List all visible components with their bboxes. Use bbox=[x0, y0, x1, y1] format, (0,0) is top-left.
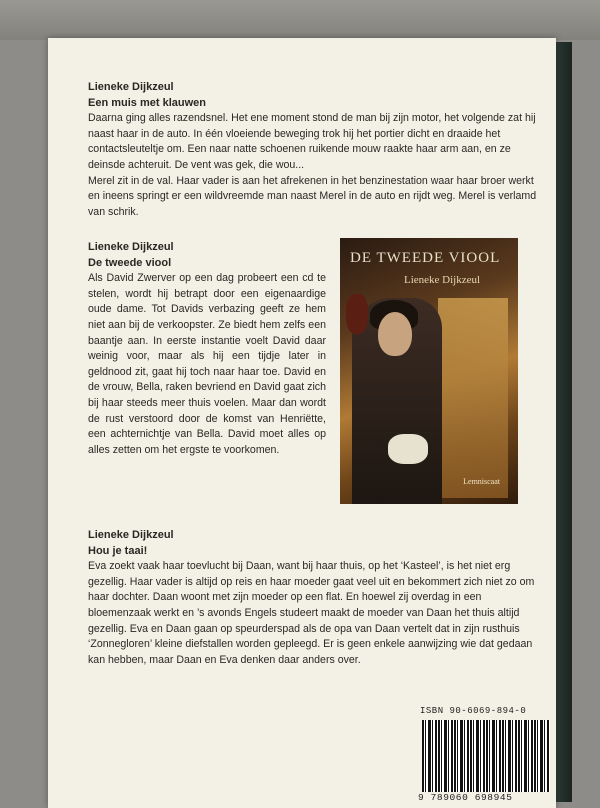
violin-icon bbox=[346, 294, 368, 334]
blurb-de-tweede-viool bbox=[88, 240, 326, 458]
blurb-title: Hou je taai! bbox=[88, 544, 148, 557]
cover-face bbox=[378, 312, 412, 356]
blurb-title: De tweede viool bbox=[88, 256, 172, 269]
background-surface bbox=[0, 0, 600, 40]
book-back-cover bbox=[48, 38, 556, 808]
blurb-paragraph: Merel zit in de val. Haar vader is aan het afrekenen in het benzinestation waar haar broer werkt en ineens springt er een wildvreemde man naast Merel in de auto en rijdt weg. Merel is verlamd van schrik. bbox=[88, 174, 537, 218]
blurb-author: Lieneke Dijkzeul bbox=[88, 529, 174, 541]
blurb-author: Lieneke Dijkzeul bbox=[88, 241, 174, 253]
cover-glove bbox=[388, 434, 428, 464]
cover-window-light bbox=[438, 298, 508, 498]
barcode-number: 9 789060 698945 bbox=[418, 792, 513, 803]
inset-book-cover-image bbox=[340, 238, 518, 504]
barcode-icon bbox=[422, 720, 550, 792]
blurb-title: Een muis met klauwen bbox=[88, 96, 206, 109]
inset-cover-publisher: Lemniscaat bbox=[463, 477, 500, 486]
blurb-paragraph: Daarna ging alles razendsnel. Het ene moment stond de man bij zijn motor, het volgende zat hij naast haar in de auto. In één vloeiende beweging trok hij het portier dicht en draaide het contactsleuteltje om. Een naar natte schoenen ruikende mouw raakte haar arm aan, en ze deinsde achteruit. De vent was gek, die wou... bbox=[88, 112, 536, 171]
blurb-hou-je-taai bbox=[88, 528, 538, 668]
blurb-een-muis-met-klauwen bbox=[88, 80, 538, 220]
inset-cover-title: DE TWEEDE VIOOL bbox=[350, 250, 501, 266]
blurb-author: Lieneke Dijkzeul bbox=[88, 81, 174, 93]
inset-cover-author: Lieneke Dijkzeul bbox=[404, 274, 481, 286]
blurb-paragraph: Eva zoekt vaak haar toevlucht bij Daan, want bij haar thuis, op het ‘Kasteel’, is het niet erg gezellig. Haar vader is altijd op reis en haar moeder gaat veel uit en bekommert zich niet zo om haar dochter. Daan woont met zijn moeder op een flat. En hoewel zij overdag in een bloemenzaak werkt en ’s avonds Engels studeert maakt de moeder van Daan het thuis altijd gezellig. Eva en Daan gaan op speurderspad als de opa van Daan vertelt dat in zijn rusthuis ‘Zonnegloren’ kleine diefstallen worden gepleegd. Er is geen enkele aanwijzing wie dat gedaan kan hebben, maar Daan en Eva denken daar anders over. bbox=[88, 560, 535, 666]
blurb-paragraph: Als David Zwerver op een dag probeert een cd te stelen, wordt hij betrapt door een eigenaardige oude dame. Tot Davids verbazing geeft ze hem niet aan bij de verkoopster. Ze biedt hem zelfs een baantje aan. In eerste instantie voelt David daar weinig voor, maar als hij een tijdje later in geldnood zit, gaat hij toch naar haar toe. David en de vrouw, Bella, raken bevriend en David gaat zich bij haar steeds meer thuis voelen. Maar dan wordt de rust verstoord door de komst van Henriëtte, een achternichtje van Bella. David moet alles op alles zetten om het ergste te voorkomen. bbox=[88, 272, 326, 456]
isbn-label: ISBN 90-6069-894-0 bbox=[420, 706, 527, 716]
